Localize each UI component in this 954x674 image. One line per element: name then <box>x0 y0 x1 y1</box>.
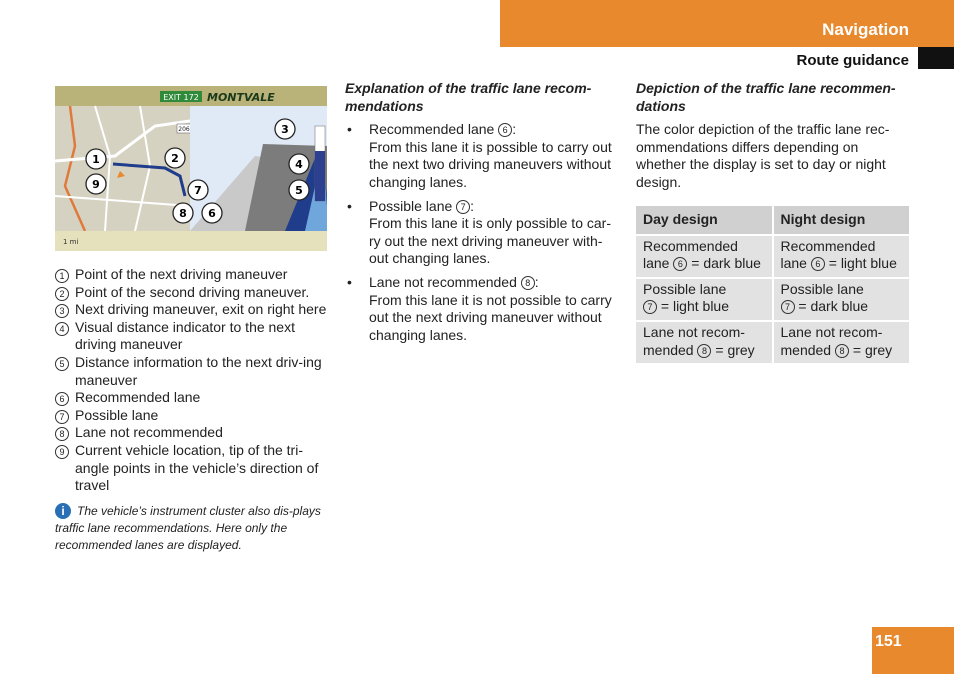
right-column <box>636 80 909 365</box>
svg-text:4: 4 <box>295 158 303 171</box>
subsection-title: Route guidance <box>796 52 909 69</box>
table-row: Lane not recom-mended 8 = grey Lane not recom-mended 8 = grey <box>636 322 909 363</box>
section-title: Navigation <box>822 20 909 39</box>
info-icon: i <box>55 503 71 519</box>
legend-item: 2 Point of the second driving maneuver. <box>55 284 327 302</box>
legend-item: 4 Visual distance indicator to the next driving maneuver <box>55 319 327 354</box>
legend-item: 3 Next driving maneuver, exit on right here <box>55 301 327 319</box>
svg-text:2: 2 <box>171 152 179 165</box>
svg-text:6: 6 <box>208 207 216 220</box>
svg-text:7: 7 <box>194 184 202 197</box>
svg-text:9: 9 <box>92 178 100 191</box>
table-header-row <box>636 206 909 234</box>
day-design-header: Day design <box>636 206 772 234</box>
explanation-heading: Explanation of the traffic lane recom-mendations <box>345 80 592 114</box>
left-column <box>55 86 327 554</box>
bullet-icon: • <box>347 197 352 214</box>
info-note: i The vehicle’s instrument cluster also dis-plays traffic lane recommendations. Here only the recommended lanes are displayed. <box>55 503 321 552</box>
middle-column <box>345 80 620 350</box>
table-row: Recommended lane 6 = dark blue Recommended lane 6 = light blue <box>636 236 909 277</box>
map-scale: 1 mi <box>63 238 79 246</box>
figure-legend <box>55 266 327 495</box>
road-marker: 206 <box>178 126 190 133</box>
bullet-icon: • <box>347 273 352 290</box>
svg-text:5: 5 <box>295 184 303 197</box>
legend-item: 1 Point of the next driving maneuver <box>55 266 327 284</box>
legend-item: 8 Lane not recommended <box>55 424 327 442</box>
list-item: • Possible lane 7 : From this lane it is only possible to car-ry out the next driving maneuver with-out changing lanes. <box>347 197 611 267</box>
list-item: • Lane not recommended 8 : From this lane it is not possible to carry out the next driving maneuver without changing lanes. <box>347 273 612 343</box>
street-name: MONTVALE <box>207 91 275 104</box>
legend-item: 6 Recommended lane <box>55 389 327 407</box>
legend-item: 5 Distance information to the next driv-ing maneuver <box>55 354 327 389</box>
page-number: 151 <box>875 633 902 650</box>
depiction-paragraph: The color depiction of the traffic lane rec-ommendations differs depending on whether the display is set to day or night design. <box>636 121 890 190</box>
svg-text:1: 1 <box>92 153 100 166</box>
legend-item: 9 Current vehicle location, tip of the tri-angle points in the vehicle’s direction of travel <box>55 442 327 495</box>
exit-sign: EXIT 172 <box>163 93 199 102</box>
navigation-display-illustration <box>55 86 327 251</box>
night-design-header: Night design <box>774 206 910 234</box>
section-tab-marker <box>918 47 954 69</box>
svg-text:3: 3 <box>281 123 289 136</box>
depiction-heading: Depiction of the traffic lane recommen-dations <box>636 80 896 114</box>
list-item: • Recommended lane 6 : From this lane it is possible to carry out the next two driving maneuvers without changing lanes. <box>347 121 612 190</box>
svg-text:8: 8 <box>179 207 187 220</box>
bullet-icon: • <box>347 121 352 138</box>
table-row: Possible lane 7 = light blue Possible lane 7 = dark blue <box>636 279 909 320</box>
navigation-display-figure <box>55 86 327 251</box>
legend-item: 7 Possible lane <box>55 407 327 425</box>
lane-color-table <box>634 204 911 366</box>
